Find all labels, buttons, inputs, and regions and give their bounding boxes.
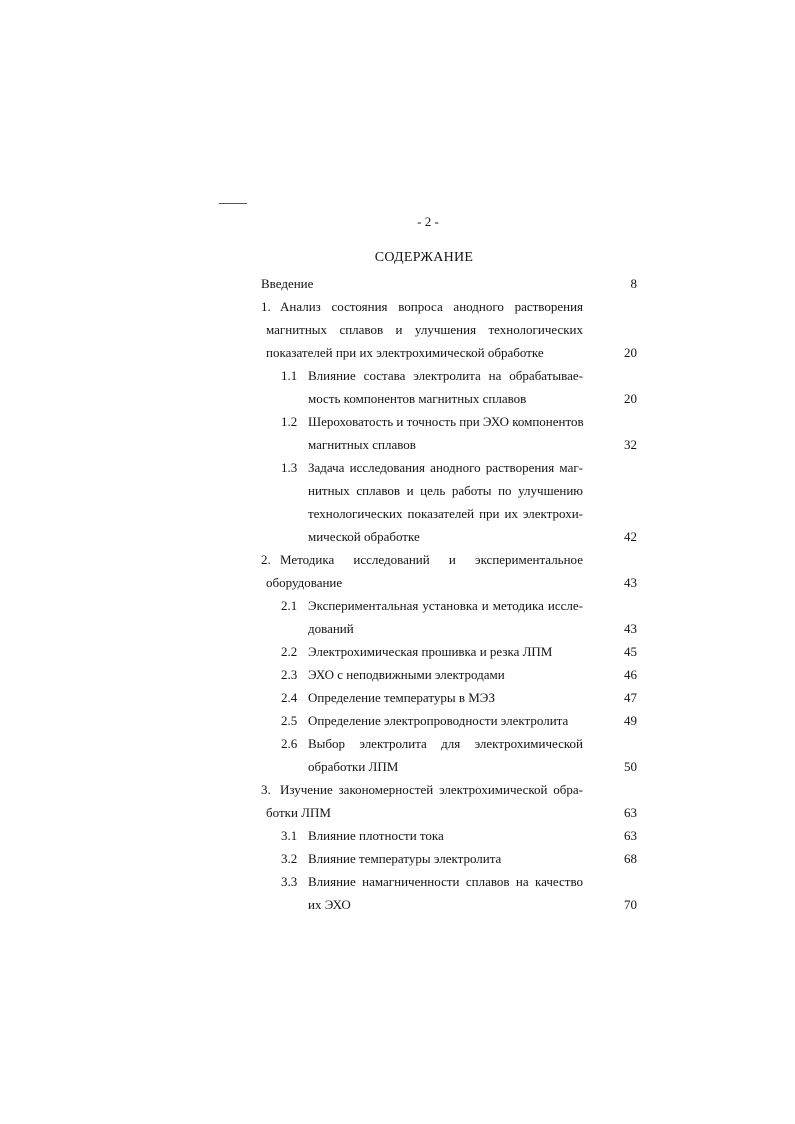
toc-entry-page: 20 <box>624 391 637 406</box>
toc-heading: СОДЕРЖАНИЕ <box>374 250 474 265</box>
toc-entry-text: Влияние состава электролита на обрабатывае- <box>308 368 583 383</box>
toc-entry-line <box>308 502 583 525</box>
toc-entry-number: 2.3 <box>281 667 298 682</box>
toc-entry-text: ЭХО с неподвижными электродами <box>308 667 505 682</box>
toc-entry-text: Влияние температуры электролита <box>308 851 502 866</box>
toc-entry-line <box>308 709 568 732</box>
toc-entry-line <box>308 364 583 387</box>
toc-entry-text: магнитных сплавов <box>308 437 416 452</box>
toc-entry-number: 3.1 <box>281 828 298 843</box>
toc-entry-line <box>308 410 583 433</box>
toc-entry-line <box>308 663 505 686</box>
toc-entry-line <box>308 479 583 502</box>
toc-entry-line <box>266 571 342 594</box>
toc-entry-text: мость компонентов магнитных сплавов <box>308 391 527 406</box>
toc-entry-number: 1.2 <box>281 414 298 429</box>
toc-entry-line <box>308 732 583 755</box>
toc-entry-number: 1.1 <box>281 368 298 383</box>
toc-entry-page: 63 <box>624 828 637 843</box>
toc-entry-page: 49 <box>624 713 637 728</box>
toc-entry-text: нитных сплавов и цель работы по улучшению <box>308 483 583 498</box>
toc-entry-line <box>308 456 583 479</box>
toc-entry-text: Изучение закономерностей электрохимической обра- <box>280 782 583 797</box>
toc-entry-text: Экспериментальная установка и методика иссле- <box>308 598 583 613</box>
toc-entry-page: 43 <box>624 575 637 590</box>
toc-entry-text: Задача исследования анодного растворения маг- <box>308 460 583 475</box>
toc-entry-line <box>308 387 526 410</box>
toc-entry-text: Введение <box>261 276 314 291</box>
toc-entry-number: 2.4 <box>281 690 298 705</box>
toc-entry-number: 3.2 <box>281 851 298 866</box>
toc-entry-text: Электрохимическая прошивка и резка ЛПМ <box>308 644 553 659</box>
toc-entry-text: ботки ЛПМ <box>266 805 331 820</box>
toc-entry-text: их ЭХО <box>308 897 351 912</box>
toc-entry-line <box>280 548 583 571</box>
toc-entry-number: 3.3 <box>281 874 298 889</box>
toc-entry-line <box>280 295 583 318</box>
toc-entry-number: 3. <box>261 782 271 797</box>
toc-entry-text: дований <box>308 621 354 636</box>
toc-entry-page: 50 <box>624 759 637 774</box>
toc-entry-page: 46 <box>624 667 637 682</box>
toc-entry-text: показателей при их электрохимической обработке <box>266 345 544 360</box>
toc-entry-text: Шероховатость и точность при ЭХО компонентов <box>308 414 584 429</box>
toc-entry-text: обработки ЛПМ <box>308 759 399 774</box>
toc-entry-page: 42 <box>624 529 637 544</box>
toc-entry-text: магнитных сплавов и улучшения технологических <box>266 322 583 337</box>
toc-entry-page: 8 <box>630 276 637 291</box>
toc-entry-number: 2. <box>261 552 271 567</box>
toc-entry-text: технологических показателей при их электрохи- <box>308 506 583 521</box>
toc-entry-line <box>261 272 313 295</box>
toc-entry-page: 47 <box>624 690 637 705</box>
toc-entry-page: 63 <box>624 805 637 820</box>
toc-entry-line <box>308 755 398 778</box>
toc-entry-text: Методика исследований и экспериментальное <box>280 552 583 567</box>
toc-entry-line <box>308 893 351 916</box>
toc-entry-line <box>308 847 501 870</box>
toc-entry-line <box>308 594 583 617</box>
toc-entry-page: 70 <box>624 897 637 912</box>
toc-entry-line <box>308 870 583 893</box>
toc-entry-line <box>308 640 552 663</box>
toc-entry-number: 1. <box>261 299 271 314</box>
toc-entry-line <box>266 318 583 341</box>
toc-entry-line <box>308 617 354 640</box>
toc-entry-line <box>308 433 416 456</box>
toc-entry-text: Определение температуры в МЭЗ <box>308 690 496 705</box>
page-number: - 2 - <box>417 214 439 229</box>
toc-entry-number: 2.5 <box>281 713 298 728</box>
toc-entry-line <box>308 525 420 548</box>
toc-entry-line <box>280 778 583 801</box>
toc-entry-line <box>308 824 444 847</box>
toc-entry-number: 1.3 <box>281 460 298 475</box>
toc-entry-text: Определение электропроводности электролита <box>308 713 569 728</box>
toc-entry-text: Выбор электролита для электрохимической <box>308 736 583 751</box>
toc-entry-line <box>266 341 544 364</box>
toc-entry-page: 32 <box>624 437 637 452</box>
scan-artifact-line <box>219 203 247 204</box>
toc-entry-page: 68 <box>624 851 637 866</box>
toc-entry-line <box>308 686 495 709</box>
toc-entry-text: Влияние плотности тока <box>308 828 444 843</box>
toc-entry-number: 2.2 <box>281 644 298 659</box>
toc-entry-line <box>266 801 331 824</box>
toc-entry-number: 2.1 <box>281 598 298 613</box>
toc-entry-number: 2.6 <box>281 736 298 751</box>
toc-entry-page: 43 <box>624 621 637 636</box>
toc-entry-page: 45 <box>624 644 637 659</box>
toc-entry-page: 20 <box>624 345 637 360</box>
toc-entry-text: оборудование <box>266 575 343 590</box>
toc-entry-text: мической обработке <box>308 529 420 544</box>
toc-entry-text: Анализ состояния вопроса анодного растворения <box>280 299 583 314</box>
toc-entry-text: Влияние намагниченности сплавов на качество <box>308 874 583 889</box>
